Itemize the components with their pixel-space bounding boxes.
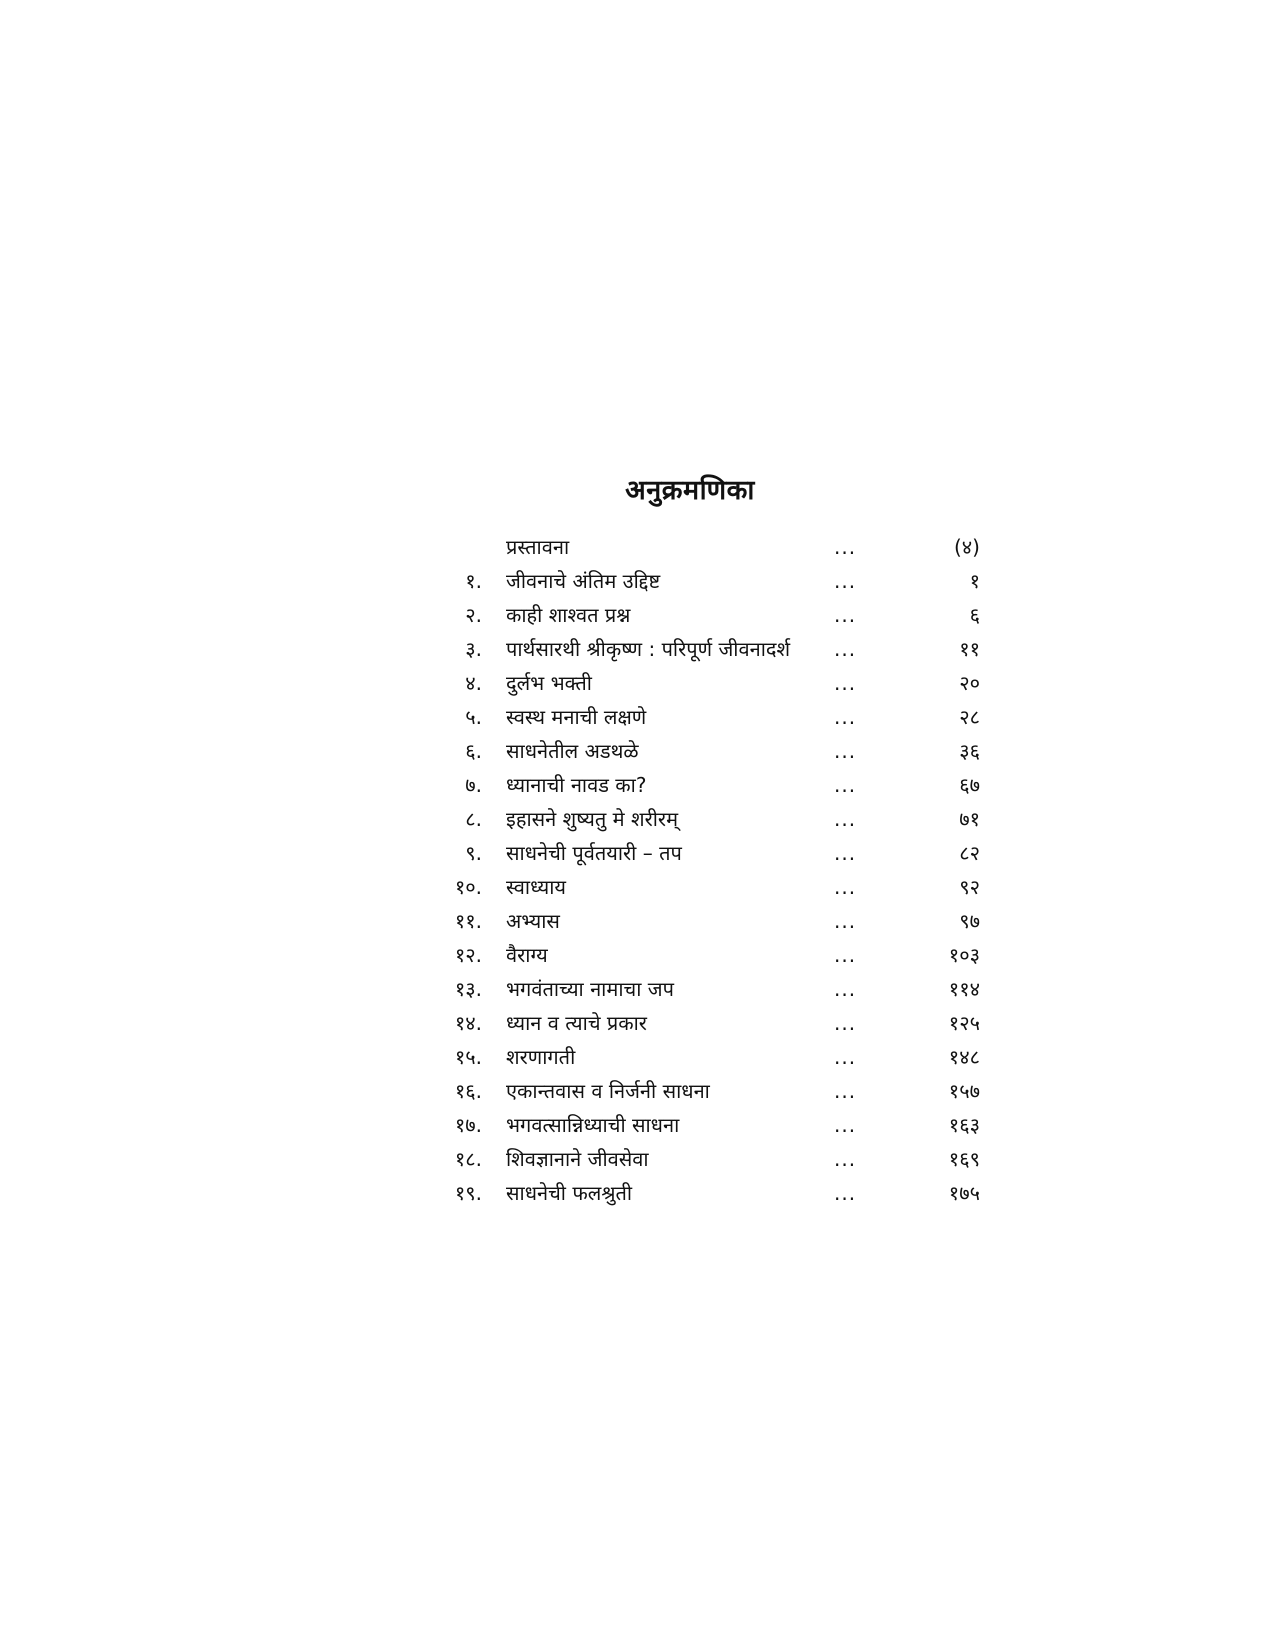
toc-entry-number: १२.: [454, 943, 482, 967]
toc-entry-title: ध्यान व त्याचे प्रकार: [506, 1011, 647, 1035]
toc-entry-title: भगवंताच्या नामाचा जप: [506, 977, 674, 1001]
toc-entry-number: ९.: [465, 841, 482, 865]
toc-entry-page-number: ११४: [948, 977, 980, 1001]
toc-entry: [420, 870, 980, 904]
toc-entry-leader-dots: ...: [834, 1147, 857, 1171]
toc-entry-title: शिवज्ञानाने जीवसेवा: [506, 1147, 649, 1171]
toc-entry-number: १०.: [454, 875, 482, 899]
toc-entry-leader-dots: ...: [834, 807, 857, 831]
toc-entry-leader-dots: ...: [834, 535, 857, 559]
toc-entry-number: १८.: [454, 1147, 482, 1171]
toc-entry-number: ३.: [465, 637, 482, 661]
toc-entry-title: साधनेची फलश्रुती: [506, 1181, 633, 1205]
toc-entry-title: स्वाध्याय: [506, 875, 566, 899]
toc-entry-number: १४.: [454, 1011, 482, 1035]
toc-entry: [420, 768, 980, 802]
toc-entry: [420, 1108, 980, 1142]
toc-entry-leader-dots: ...: [834, 1011, 857, 1035]
toc-entry-number: १७.: [454, 1113, 482, 1137]
toc-entry-number: ७.: [465, 773, 482, 797]
toc-entry-page-number: ७१: [959, 807, 980, 831]
table-of-contents: [420, 530, 980, 1210]
toc-entry: [420, 904, 980, 938]
toc-entry: [420, 598, 980, 632]
toc-entry-title: शरणागती: [506, 1045, 576, 1069]
toc-entry-leader-dots: ...: [834, 1181, 857, 1205]
toc-entry-number: ११.: [454, 909, 482, 933]
toc-entry-page-number: २८: [959, 705, 980, 729]
toc-entry-number: २.: [465, 603, 482, 627]
toc-entry: [420, 1006, 980, 1040]
toc-entry: [420, 938, 980, 972]
toc-entry-number: १६.: [454, 1079, 482, 1103]
toc-entry-title: ध्यानाची नावड का?: [506, 773, 647, 797]
toc-entry-page-number: १५७: [948, 1079, 980, 1103]
toc-entry-title: इहासने शुष्यतु मे शरीरम्: [506, 807, 679, 831]
toc-entry: [420, 700, 980, 734]
toc-entry: [420, 734, 980, 768]
toc-entry-number: ६.: [465, 739, 482, 763]
toc-entry-number: १३.: [454, 977, 482, 1001]
toc-entry-page-number: ३६: [959, 739, 980, 763]
toc-entry-title: पार्थसारथी श्रीकृष्ण : परिपूर्ण जीवनादर्श: [506, 637, 791, 661]
toc-entry-leader-dots: ...: [834, 705, 857, 729]
toc-entry-page-number: ११: [959, 637, 980, 661]
toc-entry-title: भगवत्सान्निध्याची साधना: [506, 1113, 680, 1137]
toc-entry: [420, 1142, 980, 1176]
toc-entry-title: वैराग्य: [506, 943, 548, 967]
toc-entry: [420, 836, 980, 870]
toc-entry: [420, 802, 980, 836]
toc-entry-leader-dots: ...: [834, 739, 857, 763]
toc-entry-number: ५.: [465, 705, 482, 729]
toc-entry-leader-dots: ...: [834, 773, 857, 797]
toc-entry-title: एकान्तवास व निर्जनी साधना: [506, 1079, 710, 1103]
toc-entry-title: साधनेची पूर्वतयारी – तप: [506, 841, 682, 865]
toc-entry-page-number: ९२: [959, 875, 980, 899]
toc-entry-leader-dots: ...: [834, 637, 857, 661]
toc-entry: [420, 666, 980, 700]
toc-entry-leader-dots: ...: [834, 603, 857, 627]
toc-entry-leader-dots: ...: [834, 1045, 857, 1069]
toc-entry-leader-dots: ...: [834, 1113, 857, 1137]
toc-entry-number: ४.: [465, 671, 482, 695]
toc-entry-page-number: १६९: [948, 1147, 980, 1171]
toc-entry-title: दुर्लभ भक्ती: [506, 671, 592, 695]
toc-entry-leader-dots: ...: [834, 671, 857, 695]
toc-entry-page-number: ९७: [959, 909, 980, 933]
toc-entry-title: अभ्यास: [506, 909, 560, 933]
toc-entry-title: प्रस्तावना: [506, 535, 570, 559]
toc-entry: [420, 564, 980, 598]
toc-entry-leader-dots: ...: [834, 1079, 857, 1103]
toc-entry-page-number: (४): [953, 535, 980, 559]
toc-entry-page-number: १७५: [948, 1181, 980, 1205]
toc-entry: [420, 530, 980, 564]
toc-entry-leader-dots: ...: [834, 569, 857, 593]
toc-entry-number: ८.: [465, 807, 482, 831]
toc-entry-number: १५.: [454, 1045, 482, 1069]
toc-entry-title: स्वस्थ मनाची लक्षणे: [506, 705, 647, 729]
toc-entry-leader-dots: ...: [834, 875, 857, 899]
toc-entry-page-number: ६: [969, 603, 980, 627]
toc-entry-page-number: १२५: [948, 1011, 980, 1035]
toc-entry: [420, 1040, 980, 1074]
toc-entry-page-number: १०३: [948, 943, 980, 967]
toc-entry-title: जीवनाचे अंतिम उद्दिष्ट: [506, 569, 661, 593]
toc-entry-page-number: ६७: [959, 773, 980, 797]
toc-entry-number: १.: [465, 569, 482, 593]
toc-entry-number: १९.: [454, 1181, 482, 1205]
toc-entry-leader-dots: ...: [834, 909, 857, 933]
toc-entry-page-number: १: [969, 569, 980, 593]
toc-entry-title: साधनेतील अडथळे: [506, 739, 639, 763]
toc-entry: [420, 632, 980, 666]
toc-entry-page-number: १६३: [948, 1113, 980, 1137]
toc-entry: [420, 1176, 980, 1210]
toc-entry-title: काही शाश्वत प्रश्न: [506, 603, 631, 627]
toc-entry: [420, 1074, 980, 1108]
toc-entry-page-number: ८२: [959, 841, 980, 865]
page-title: अनुक्रमणिका: [625, 475, 755, 506]
toc-entry-leader-dots: ...: [834, 977, 857, 1001]
toc-entry-page-number: २०: [959, 671, 980, 695]
toc-entry-page-number: १४८: [948, 1045, 980, 1069]
toc-entry: [420, 972, 980, 1006]
toc-entry-leader-dots: ...: [834, 841, 857, 865]
toc-entry-leader-dots: ...: [834, 943, 857, 967]
